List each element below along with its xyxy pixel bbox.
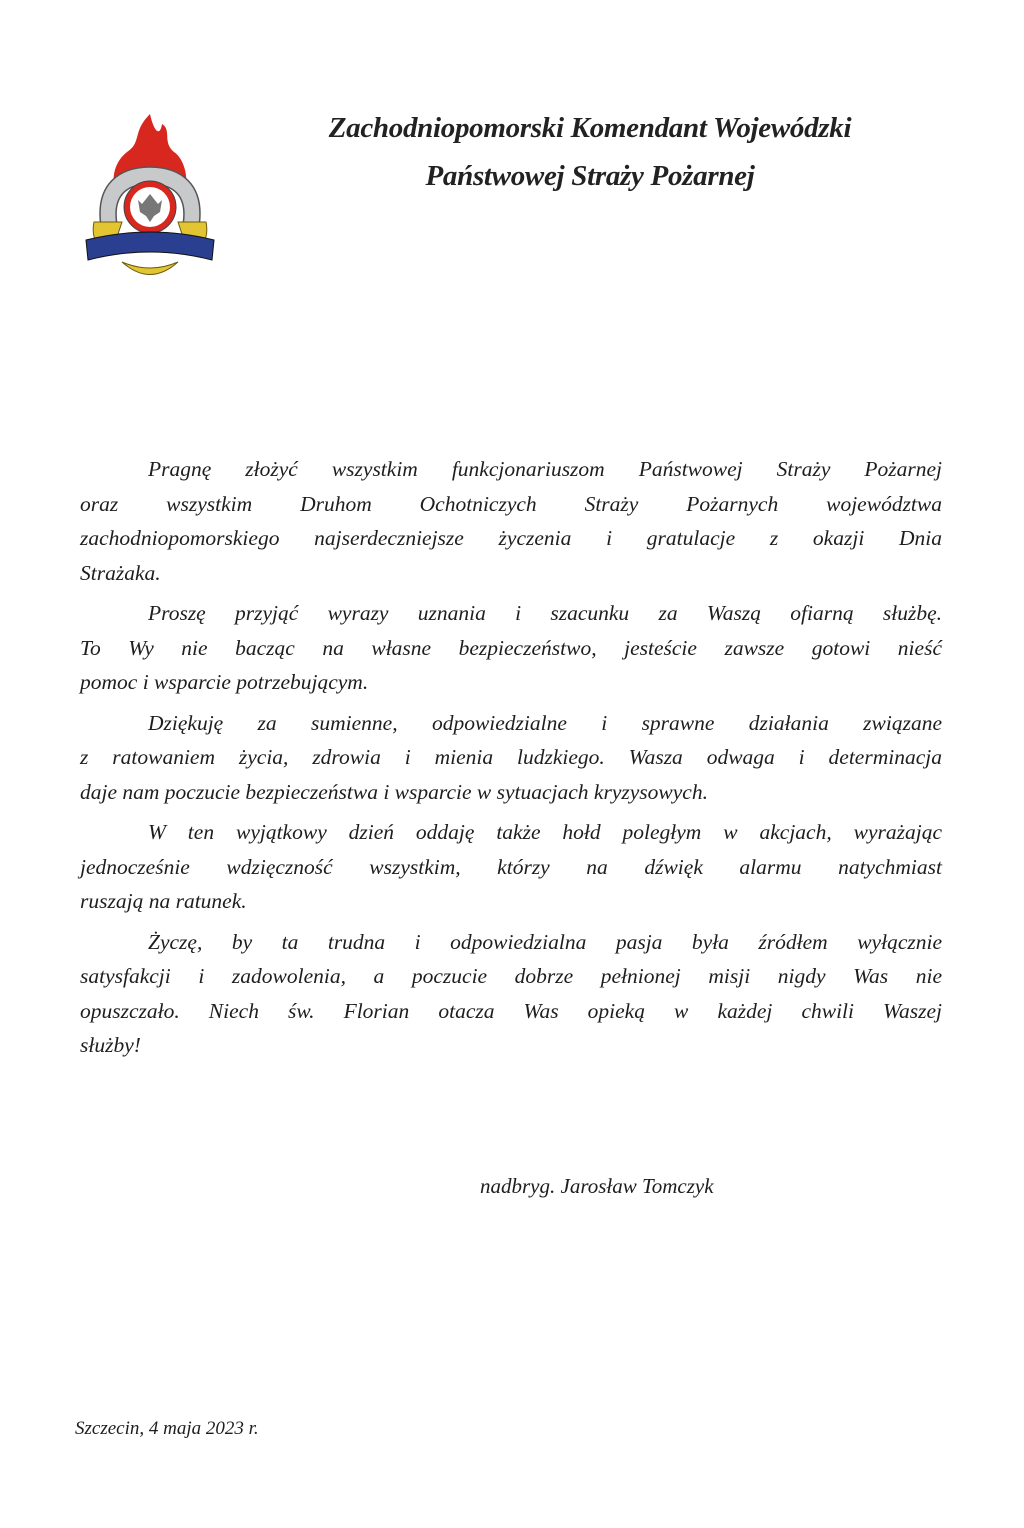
text-line: satysfakcji i zadowolenia, a poczucie dobrze pełnionej misji nigdy Was nie xyxy=(80,964,942,988)
text-line: Proszę przyjąć wyrazy uznania i szacunku za Waszą ofiarną służbę. xyxy=(148,601,942,625)
header-title-line1: Zachodniopomorski Komendant Wojewódzki xyxy=(328,112,852,144)
header-title-line2: Państwowej Straży Pożarnej xyxy=(425,160,755,192)
text-line: pomoc i wsparcie potrzebującym. xyxy=(80,670,369,694)
date-place: Szczecin, 4 maja 2023 r. xyxy=(75,1418,259,1439)
text-line: z ratowaniem życia, zdrowia i mienia ludzkiego. Wasza odwaga i determinacja xyxy=(80,745,942,769)
paragraph xyxy=(80,925,942,1063)
text-line: daje nam poczucie bezpieczeństwa i wsparcie w sytuacjach kryzysowych. xyxy=(80,779,708,804)
paragraph xyxy=(80,596,942,700)
paragraph xyxy=(80,452,942,590)
letter-body xyxy=(80,452,942,1069)
text-line: ruszają na ratunek. xyxy=(80,889,247,913)
psp-emblem-logo xyxy=(82,112,218,284)
text-line: jednocześnie wdzięczność wszystkim, którzy na dźwięk alarmu natychmiast xyxy=(80,854,942,879)
text-line: opuszczało. Niech św. Florian otacza Was opieką w każdej chwili Waszej xyxy=(80,998,942,1023)
paragraph xyxy=(80,706,942,810)
text-line: Dziękuję za sumienne, odpowiedzialne i sprawne działania związane xyxy=(148,710,942,735)
text-line: To Wy nie bacząc na własne bezpieczeństwo, jesteście zawsze gotowi nieść xyxy=(80,635,942,660)
text-line: Strażaka. xyxy=(80,560,161,585)
signature: nadbryg. Jarosław Tomczyk xyxy=(480,1174,714,1198)
text-line: służby! xyxy=(80,1033,141,1057)
text-line: zachodniopomorskiego najserdeczniejsze życzenia i gratulacje z okazji Dnia xyxy=(80,526,942,550)
text-line: W ten wyjątkowy dzień oddaję także hołd poległym w akcjach, wyrażając xyxy=(148,820,942,844)
text-line: Życzę, by ta trudna i odpowiedzialna pasja była źródłem wyłącznie xyxy=(148,929,942,954)
paragraph xyxy=(80,815,942,919)
text-line: Pragnę złożyć wszystkim funkcjonariuszom Państwowej Straży Pożarnej xyxy=(148,457,942,481)
text-line: oraz wszystkim Druhom Ochotniczych Straży Pożarnych województwa xyxy=(80,491,942,516)
